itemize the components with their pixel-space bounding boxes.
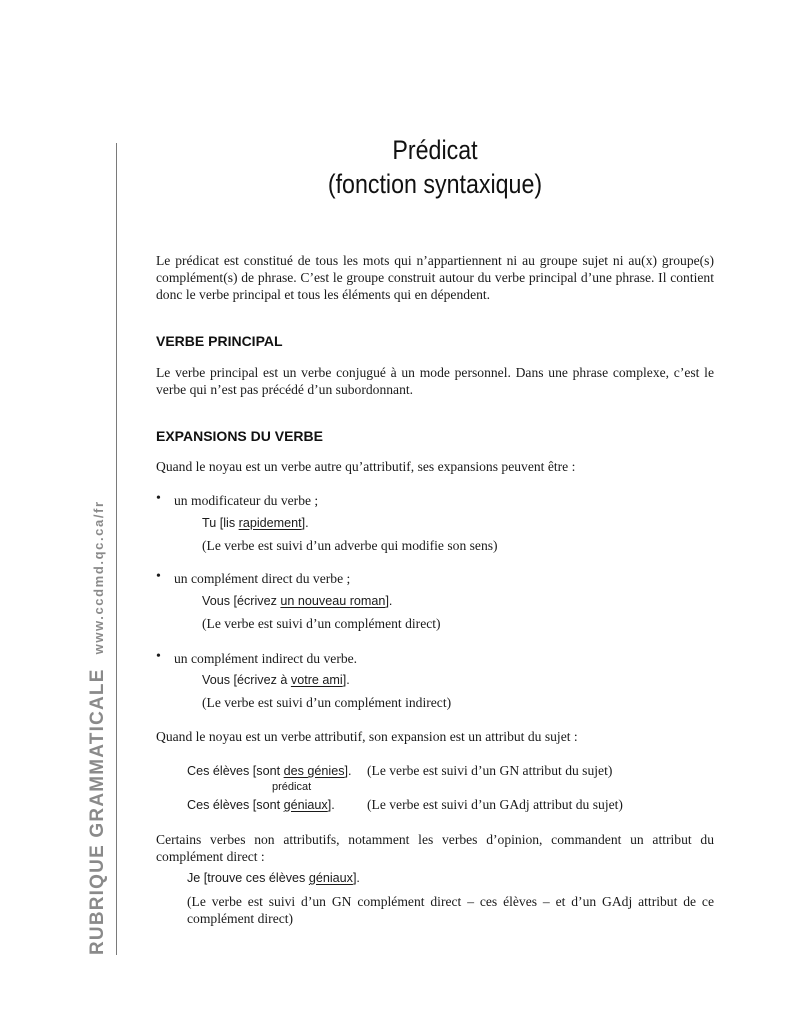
opinion-note: (Le verbe est suivi d’un GN complément direct – ces élèves – et d’un GAdj attribut de ce complément direct) <box>187 894 714 926</box>
expansions-lead: Quand le noyau est un verbe autre qu’attributif, ses expansions peuvent être : <box>156 459 576 474</box>
example-text: Je [trouve ces élèves <box>187 871 309 885</box>
example-text: ]. <box>344 764 352 778</box>
heading-verbe-principal: VERBE PRINCIPAL <box>156 333 283 349</box>
sidebar-label <box>87 500 109 955</box>
example-text: ]. <box>385 594 393 608</box>
bullet-icon: • <box>156 649 161 664</box>
bullet-icon: • <box>156 491 161 506</box>
page-title <box>155 133 715 201</box>
example-text: ]. <box>327 798 335 812</box>
bullet-icon: • <box>156 569 161 584</box>
title-line-2: (fonction syntaxique) <box>327 169 543 199</box>
rubrique-label: RUBRIQUE GRAMMATICALE <box>87 668 108 955</box>
example-underlined: géniaux <box>308 871 353 885</box>
example-text: ]. <box>352 871 360 885</box>
opinion-lead: Certains verbes non attributifs, notamment les verbes d’opinion, commandent un attribut du complément direct : <box>156 832 714 864</box>
note-modificateur: (Le verbe est suivi d’un adverbe qui modifie son sens) <box>202 538 498 553</box>
example-text: ]. <box>342 673 350 687</box>
attribut-note-1: (Le verbe est suivi d’un GN attribut du sujet) <box>367 763 613 778</box>
example-modificateur <box>202 515 309 532</box>
heading-expansions: EXPANSIONS DU VERBE <box>156 428 323 444</box>
title-line-1: Prédicat <box>392 135 478 165</box>
example-complement-direct <box>202 593 392 610</box>
item-label-complement-direct: un complément direct du verbe ; <box>174 571 351 586</box>
note-complement-indirect: (Le verbe est suivi d’un complément indirect) <box>202 695 452 710</box>
note-complement-direct: (Le verbe est suivi d’un complément direct) <box>202 616 441 631</box>
example-underlined: des génies <box>283 764 345 778</box>
example-complement-indirect <box>202 672 350 689</box>
item-label-complement-indirect: un complément indirect du verbe. <box>174 651 358 666</box>
item-label-modificateur: un modificateur du verbe ; <box>174 493 319 508</box>
example-underlined: géniaux <box>283 798 328 812</box>
example-text: Vous [écrivez à <box>202 673 291 687</box>
attribut-example-2 <box>187 797 335 814</box>
example-underlined: votre ami <box>290 673 343 687</box>
attribut-note-2: (Le verbe est suivi d’un GAdj attribut du sujet) <box>367 797 623 812</box>
intro-paragraph: Le prédicat est constitué de tous les mots qui n’appartiennent ni au groupe sujet ni au(x) groupe(s) complément(s) de phrase. C’est le groupe construit autour du verbe principal d’une phrase. Il contient donc le verbe principal et tous les éléments qui en dépendent. <box>156 253 714 302</box>
example-underlined: rapidement <box>238 516 302 530</box>
predicat-label: prédicat <box>272 781 312 793</box>
verbe-principal-paragraph: Le verbe principal est un verbe conjugué à un mode personnel. Dans une phrase complexe, c’est le verbe qui n’est pas précédé d’un subordonnant. <box>156 365 714 397</box>
example-text: Vous [écrivez <box>202 594 281 608</box>
attributif-lead: Quand le noyau est un verbe attributif, son expansion est un attribut du sujet : <box>156 729 578 744</box>
example-text: Tu [lis <box>202 516 239 530</box>
side-rule <box>116 143 117 955</box>
example-text: Ces élèves [sont <box>187 764 284 778</box>
attribut-example-1 <box>187 763 352 780</box>
example-text: ]. <box>301 516 309 530</box>
site-url: www.ccdmd.qc.ca/fr <box>91 500 106 655</box>
example-underlined: un nouveau roman <box>280 594 386 608</box>
example-text: Ces élèves [sont <box>187 798 284 812</box>
opinion-example <box>187 870 360 887</box>
